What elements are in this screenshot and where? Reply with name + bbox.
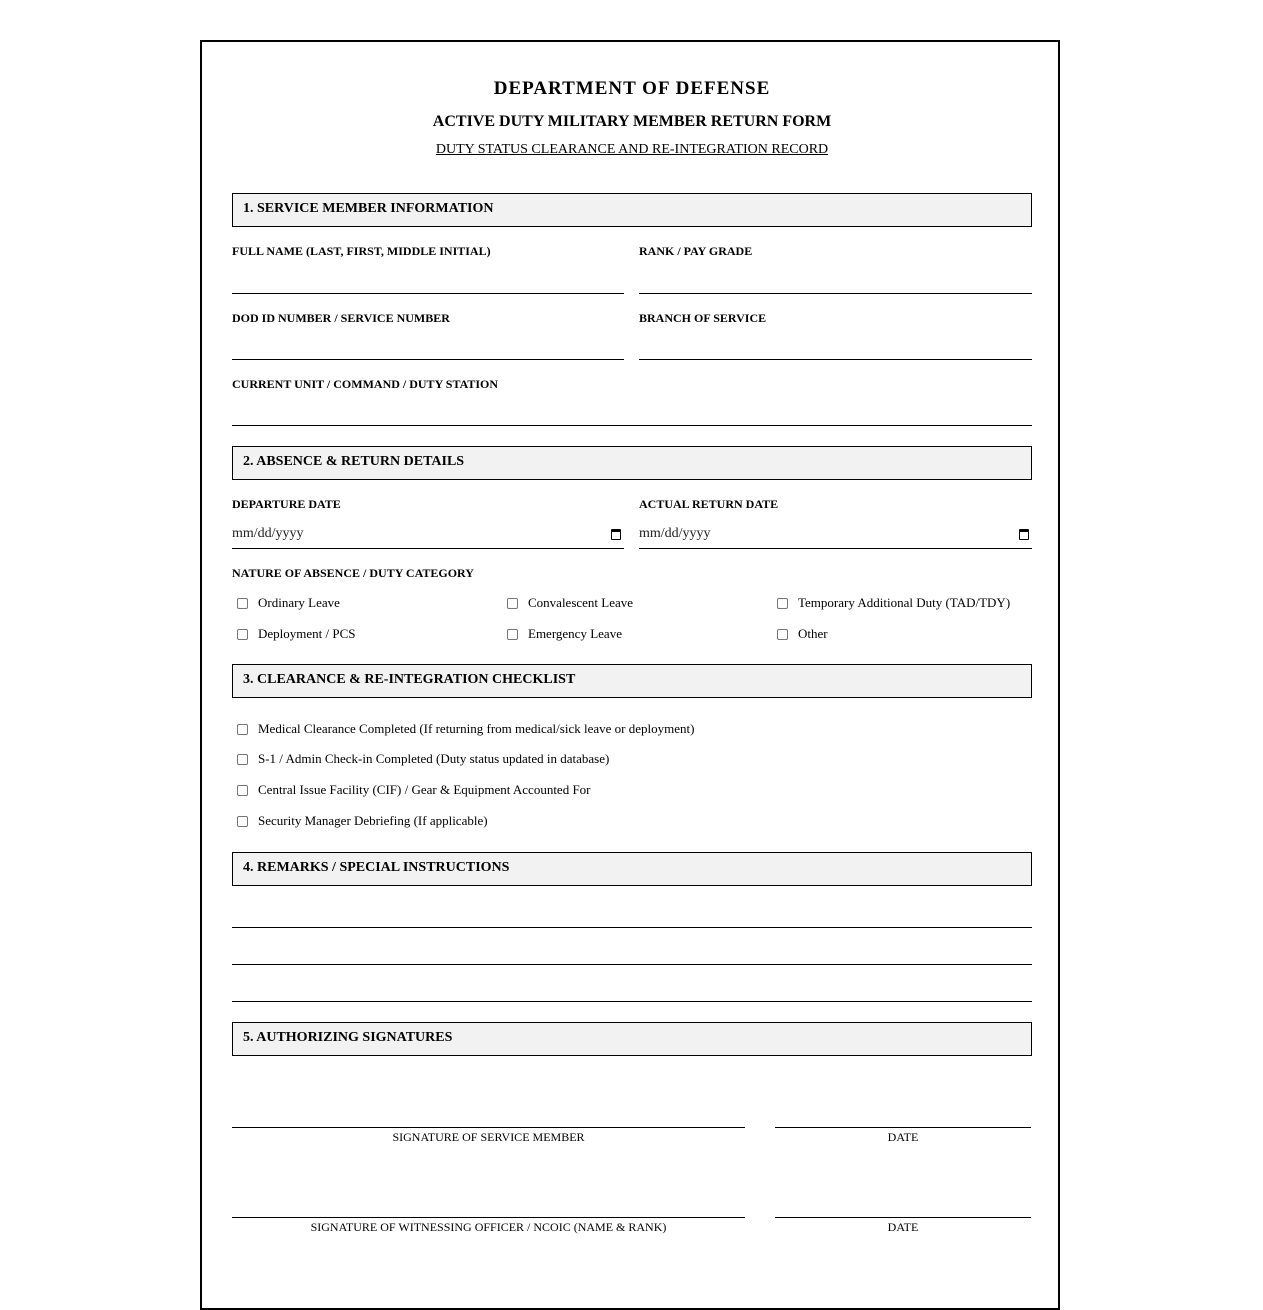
checkbox[interactable] bbox=[777, 598, 788, 609]
dod-id-label: DOD ID NUMBER / SERVICE NUMBER bbox=[232, 311, 450, 325]
section-3-heading: 3. CLEARANCE & RE-INTEGRATION CHECKLIST bbox=[232, 664, 1032, 698]
witness-date-label: DATE bbox=[887, 1220, 919, 1234]
witness-signature-line[interactable] bbox=[232, 1217, 745, 1218]
checkbox-label: Ordinary Leave bbox=[258, 595, 340, 610]
checklist-s1-admin[interactable] bbox=[232, 751, 609, 767]
branch-input[interactable] bbox=[639, 332, 1032, 360]
checklist-label: S-1 / Admin Check-in Completed (Duty status updated in database) bbox=[258, 751, 610, 766]
checkbox[interactable] bbox=[237, 598, 248, 609]
checkbox[interactable] bbox=[237, 724, 248, 735]
calendar-icon[interactable] bbox=[611, 529, 621, 540]
rank-label: RANK / PAY GRADE bbox=[639, 244, 753, 258]
section-2-heading: 2. ABSENCE & RETURN DETAILS bbox=[232, 446, 1032, 480]
checkbox[interactable] bbox=[777, 629, 788, 640]
section-5-heading: 5. AUTHORIZING SIGNATURES bbox=[232, 1022, 1032, 1056]
checkbox-label: Temporary Additional Duty (TAD/TDY) bbox=[798, 595, 1011, 610]
member-date-line[interactable] bbox=[775, 1127, 1031, 1128]
absence-category-label: NATURE OF ABSENCE / DUTY CATEGORY bbox=[232, 566, 474, 580]
unit-input[interactable] bbox=[232, 398, 1032, 426]
return-date-placeholder: mm/dd/yyyy bbox=[639, 526, 711, 541]
category-other[interactable] bbox=[772, 626, 828, 642]
checkbox-label: Other bbox=[798, 626, 828, 641]
member-signature-line[interactable] bbox=[232, 1127, 745, 1128]
checkbox[interactable] bbox=[237, 816, 248, 827]
form-title: ACTIVE DUTY MILITARY MEMBER RETURN FORM bbox=[432, 113, 832, 130]
checkbox-label: Deployment / PCS bbox=[258, 626, 356, 641]
category-emergency-leave[interactable] bbox=[502, 626, 622, 642]
category-tad-tdy[interactable] bbox=[772, 595, 1010, 611]
calendar-icon[interactable] bbox=[1019, 529, 1029, 540]
checkbox[interactable] bbox=[507, 629, 518, 640]
checkbox-label: Emergency Leave bbox=[528, 626, 622, 641]
remarks-line[interactable] bbox=[232, 964, 1032, 965]
department-title: DEPARTMENT OF DEFENSE bbox=[493, 78, 771, 99]
remarks-line[interactable] bbox=[232, 927, 1032, 928]
form-subtitle: DUTY STATUS CLEARANCE AND RE-INTEGRATION RECORD bbox=[435, 142, 829, 157]
unit-label: CURRENT UNIT / COMMAND / DUTY STATION bbox=[232, 377, 499, 391]
checkbox[interactable] bbox=[237, 785, 248, 796]
witness-date-line[interactable] bbox=[775, 1217, 1031, 1218]
checklist-label: Medical Clearance Completed (If returning from medical/sick leave or deployment) bbox=[258, 721, 695, 736]
full-name-label: FULL NAME (LAST, FIRST, MIDDLE INITIAL) bbox=[232, 244, 491, 258]
category-deployment-pcs[interactable] bbox=[232, 626, 356, 642]
checkbox[interactable] bbox=[237, 754, 248, 765]
checklist-security-debrief[interactable] bbox=[232, 813, 488, 829]
member-date-label: DATE bbox=[887, 1130, 919, 1144]
return-date-input[interactable] bbox=[639, 521, 1032, 549]
checklist-medical-clearance[interactable] bbox=[232, 721, 694, 737]
checkbox-label: Convalescent Leave bbox=[528, 595, 634, 610]
remarks-line[interactable] bbox=[232, 1001, 1032, 1002]
checkbox[interactable] bbox=[237, 629, 248, 640]
checklist-label: Security Manager Debriefing (If applicable) bbox=[258, 813, 488, 828]
return-date-label: ACTUAL RETURN DATE bbox=[639, 497, 779, 511]
rank-input[interactable] bbox=[639, 266, 1032, 294]
departure-date-placeholder: mm/dd/yyyy bbox=[232, 526, 304, 541]
member-signature-label: SIGNATURE OF SERVICE MEMBER bbox=[392, 1130, 585, 1144]
checkbox[interactable] bbox=[507, 598, 518, 609]
departure-date-input[interactable] bbox=[232, 521, 624, 549]
branch-label: BRANCH OF SERVICE bbox=[639, 311, 767, 325]
section-4-heading: 4. REMARKS / SPECIAL INSTRUCTIONS bbox=[232, 852, 1032, 886]
departure-date-label: DEPARTURE DATE bbox=[232, 497, 341, 511]
section-1-heading: 1. SERVICE MEMBER INFORMATION bbox=[232, 193, 1032, 227]
witness-signature-label: SIGNATURE OF WITNESSING OFFICER / NCOIC (NAME & RANK) bbox=[310, 1220, 667, 1234]
category-convalescent-leave[interactable] bbox=[502, 595, 633, 611]
dod-id-input[interactable] bbox=[232, 332, 624, 360]
category-ordinary-leave[interactable] bbox=[232, 595, 340, 611]
checklist-label: Central Issue Facility (CIF) / Gear & Equipment Accounted For bbox=[258, 782, 591, 797]
full-name-input[interactable] bbox=[232, 266, 624, 294]
form-page bbox=[200, 40, 1060, 1310]
checklist-cif-gear[interactable] bbox=[232, 782, 591, 798]
